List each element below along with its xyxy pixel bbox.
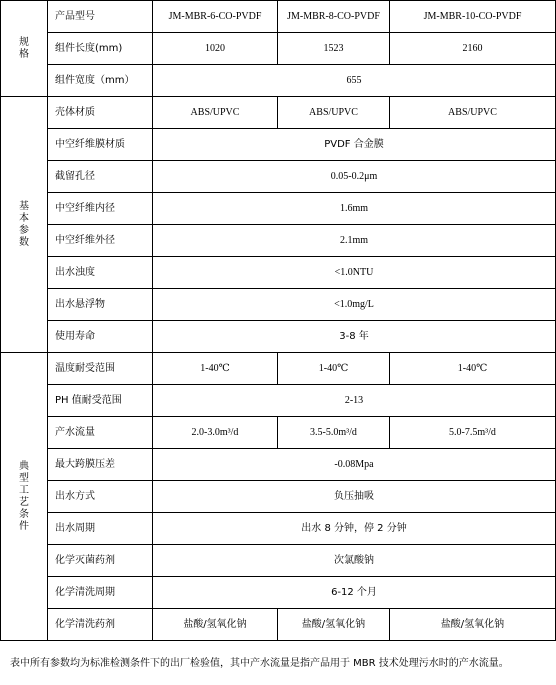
table-row	[1, 1, 556, 33]
group-char: 本	[19, 212, 29, 224]
group-process	[1, 353, 48, 641]
table-row	[1, 481, 556, 513]
group-basic	[1, 97, 48, 353]
table-row	[1, 225, 556, 257]
value-cell: 2.1mm	[153, 225, 556, 257]
value-cell: 0.05-0.2μm	[153, 161, 556, 193]
value-cell: 1523	[278, 33, 390, 65]
table-row	[1, 353, 556, 385]
value-cell: 次氯酸钠	[153, 545, 556, 577]
group-spec	[1, 1, 48, 97]
value-cell: ABS/UPVC	[278, 97, 390, 129]
value-cell: <1.0NTU	[153, 257, 556, 289]
group-char: 典	[19, 460, 29, 472]
value-cell: 1-40℃	[390, 353, 556, 385]
value-cell: 655	[153, 65, 556, 97]
table-row	[1, 609, 556, 641]
row-label: 截留孔径	[48, 161, 153, 193]
value-cell: 盐酸/氢氧化钠	[278, 609, 390, 641]
group-char: 格	[19, 48, 29, 60]
model-cell: JM-MBR-6-CO-PVDF	[153, 1, 278, 33]
value-cell: ABS/UPVC	[390, 97, 556, 129]
row-label: 化学清洗周期	[48, 577, 153, 609]
value-cell: 盐酸/氢氧化钠	[390, 609, 556, 641]
row-label: 组件长度(mm)	[48, 33, 153, 65]
value-cell: PVDF 合金膜	[153, 129, 556, 161]
table-row	[1, 417, 556, 449]
table-row	[1, 33, 556, 65]
row-label: 中空纤维外径	[48, 225, 153, 257]
row-label: 化学灭菌药剂	[48, 545, 153, 577]
row-label: 化学清洗药剂	[48, 609, 153, 641]
table-row	[1, 321, 556, 353]
table-row	[1, 257, 556, 289]
group-char: 基	[19, 200, 29, 212]
value-cell: 1020	[153, 33, 278, 65]
table-row	[1, 545, 556, 577]
row-label: 产水流量	[48, 417, 153, 449]
group-char: 艺	[19, 496, 29, 508]
group-char: 参	[19, 224, 29, 236]
value-cell: 盐酸/氢氧化钠	[153, 609, 278, 641]
value-cell: 3-8 年	[153, 321, 556, 353]
value-cell: 负压抽吸	[153, 481, 556, 513]
table-row	[1, 129, 556, 161]
row-label: 出水方式	[48, 481, 153, 513]
table-row	[1, 577, 556, 609]
row-label: 出水浊度	[48, 257, 153, 289]
row-label: 温度耐受范围	[48, 353, 153, 385]
value-cell: 1-40℃	[278, 353, 390, 385]
group-char: 数	[19, 236, 29, 248]
group-char: 件	[19, 520, 29, 532]
value-cell: 1-40℃	[153, 353, 278, 385]
row-label: PH 值耐受范围	[48, 385, 153, 417]
group-char: 工	[19, 484, 29, 496]
footnote: 表中所有参数均为标准检测条件下的出厂检验值，其中产水流量是指产品用于 MBR 技术处理污水时的产水流量。	[10, 658, 509, 669]
value-cell: -0.08Mpa	[153, 449, 556, 481]
value-cell: <1.0mg/L	[153, 289, 556, 321]
row-label: 中空纤维内径	[48, 193, 153, 225]
model-cell: JM-MBR-8-CO-PVDF	[278, 1, 390, 33]
value-cell: 1.6mm	[153, 193, 556, 225]
table-row	[1, 65, 556, 97]
value-cell: 6-12 个月	[153, 577, 556, 609]
row-label: 壳体材质	[48, 97, 153, 129]
model-cell: JM-MBR-10-CO-PVDF	[390, 1, 556, 33]
value-cell: 出水 8 分钟，停 2 分钟	[153, 513, 556, 545]
table-row	[1, 193, 556, 225]
table-row	[1, 289, 556, 321]
group-char: 型	[19, 472, 29, 484]
value-cell: 5.0-7.5m³/d	[390, 417, 556, 449]
row-label: 出水周期	[48, 513, 153, 545]
value-cell: ABS/UPVC	[153, 97, 278, 129]
row-label: 中空纤维膜材质	[48, 129, 153, 161]
table-row	[1, 97, 556, 129]
table-row	[1, 161, 556, 193]
value-cell: 2-13	[153, 385, 556, 417]
group-char: 条	[19, 508, 29, 520]
row-label: 组件宽度（mm）	[48, 65, 153, 97]
table-row	[1, 449, 556, 481]
row-label: 出水悬浮物	[48, 289, 153, 321]
row-label: 使用寿命	[48, 321, 153, 353]
value-cell: 2160	[390, 33, 556, 65]
table-row	[1, 513, 556, 545]
table-row	[1, 385, 556, 417]
group-char: 规	[19, 36, 29, 48]
value-cell: 3.5-5.0m³/d	[278, 417, 390, 449]
row-label: 最大跨膜压差	[48, 449, 153, 481]
row-label: 产品型号	[48, 1, 153, 33]
value-cell: 2.0-3.0m³/d	[153, 417, 278, 449]
